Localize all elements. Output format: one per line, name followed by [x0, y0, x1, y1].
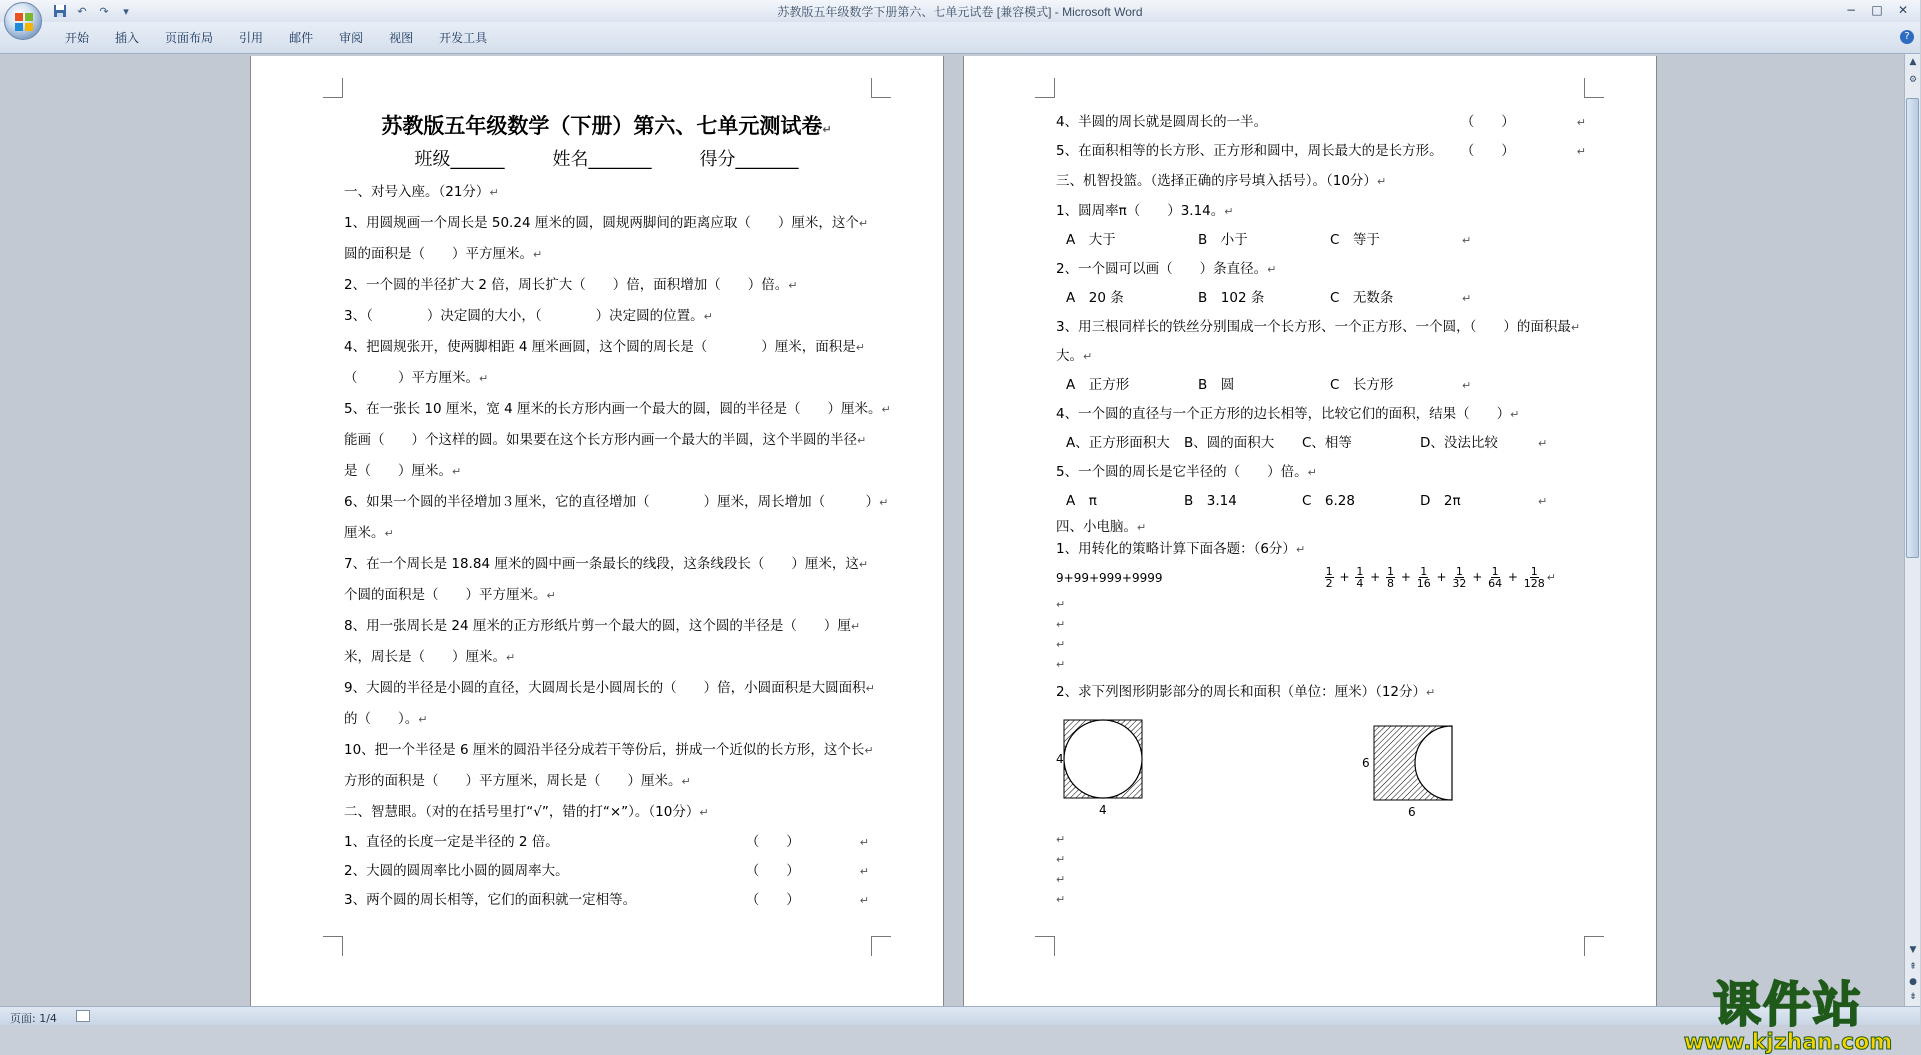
section-heading[interactable]: 三、机智投篮。（选择正确的序号填入括号）。（10分）↵ — [1056, 173, 1387, 189]
question-line[interactable] — [344, 301, 869, 332]
document-page-1 — [250, 56, 944, 1016]
choice-option[interactable]: C 6.28 — [1302, 493, 1355, 509]
question-text: 2、一个圆的半径扩大 2 倍，周长扩大（ ）倍，面积增加（ ）倍。 — [344, 277, 789, 293]
judge-item[interactable] — [344, 828, 869, 857]
judge-item[interactable] — [1056, 137, 1586, 166]
question-line[interactable] — [344, 394, 891, 425]
fraction — [1417, 566, 1431, 589]
fraction-numerator: 1 — [1491, 565, 1499, 578]
ribbon — [0, 22, 1920, 54]
choice-option[interactable]: A π — [1066, 493, 1097, 509]
judge-item[interactable] — [344, 857, 869, 886]
calc-row — [1056, 560, 1586, 595]
question-text: 方形的面积是（ ）平方厘米，周长是（ ）厘米。 — [344, 773, 682, 789]
answer-blank[interactable]: （ ） — [745, 863, 800, 879]
section-heading[interactable]: 二、智慧眼。（对的在括号里打“√”，错的打“×”）。（10分）↵ — [344, 804, 709, 820]
paragraph-mark: ↵ — [850, 620, 861, 633]
document-page-2 — [963, 56, 1657, 1016]
judge-list — [1056, 108, 1586, 166]
plus-sign: + — [1335, 570, 1354, 584]
choice-option[interactable]: C、相等 — [1302, 435, 1352, 451]
paragraph-mark: ↵ — [879, 496, 889, 509]
fig1-side-label: 4 — [1056, 752, 1064, 766]
empty-paragraph: ↵ — [1056, 658, 1066, 671]
fraction — [1325, 566, 1334, 589]
section-heading[interactable]: 一、对号入座。（21分）↵ — [344, 184, 499, 200]
paragraph-mark: ↵ — [384, 527, 394, 540]
choice-option[interactable]: B、圆的面积大 — [1184, 435, 1275, 451]
answer-blank[interactable]: （ ） — [745, 834, 800, 850]
window-title: 苏教版五年级数学下册第六、七单元试卷 [兼容模式] - Microsoft Word — [777, 5, 1143, 19]
choice-text: 1、圆周率π（ ）3.14。 — [1056, 203, 1225, 219]
vertical-scrollbar[interactable] — [1904, 54, 1920, 1006]
answer-blank[interactable]: （ ） — [1460, 143, 1515, 159]
window-controls — [1838, 1, 1916, 19]
help-icon[interactable]: ? — [1900, 30, 1914, 44]
paragraph-mark: ↵ — [1538, 437, 1548, 450]
paragraph-mark: ↵ — [506, 651, 516, 664]
question-text: 能画（ ）个这样的圆。如果要在这个长方形内画一个最大的半圆，这个半圆的半径 — [344, 432, 857, 448]
choice-question[interactable] — [1056, 400, 1586, 429]
question-text: 个圆的面积是（ ）平方厘米。 — [344, 587, 547, 603]
fig1-bottom-label: 4 — [1099, 803, 1107, 817]
question-line[interactable] — [344, 208, 869, 239]
watermark-url: www.kjzhan.com — [1683, 1030, 1893, 1055]
tab-insert[interactable]: 插入 — [115, 31, 140, 45]
paragraph-mark: ↵ — [1462, 379, 1472, 392]
office-button[interactable] — [4, 2, 42, 40]
paragraph-mark: ↵ — [859, 865, 869, 878]
fraction-denominator: 2 — [1325, 577, 1333, 590]
paragraph-mark: ↵ — [881, 403, 891, 416]
question-line[interactable] — [344, 518, 869, 549]
judge-text: 5、在面积相等的长方形、正方形和圆中，周长最大的是长方形。 — [1056, 143, 1443, 159]
question-text: 9、大圆的半径是小圆的直径，大圆周长是小圆周长的（ ）倍，小圆面积是大圆面积 — [344, 680, 866, 696]
fraction — [1386, 566, 1395, 589]
class-field[interactable]: 班级______ — [414, 149, 505, 170]
calc-title[interactable]: 1、用转化的策略计算下面各题：（6分）↵ — [1056, 541, 1306, 557]
prev-page-icon[interactable]: ⇞ — [1909, 962, 1917, 972]
redo-icon[interactable]: ↷ — [99, 4, 109, 18]
section-heading[interactable]: 四、小电脑。↵ — [1056, 519, 1147, 535]
question-line[interactable] — [344, 642, 869, 673]
judge-text: 1、直径的长度一定是半径的 2 倍。 — [344, 834, 559, 850]
paragraph-mark: ↵ — [865, 682, 875, 695]
paragraph-mark: ↵ — [788, 279, 798, 292]
student-info-row — [344, 145, 869, 175]
fraction — [1452, 566, 1466, 589]
score-field[interactable]: 得分_______ — [699, 149, 799, 170]
fraction — [1355, 566, 1364, 589]
paragraph-mark: ↵ — [533, 248, 543, 261]
empty-paragraph: ↵ — [1056, 638, 1066, 651]
choice-option[interactable]: C 等于 — [1330, 232, 1380, 248]
choice-option[interactable]: B 102 条 — [1198, 290, 1265, 306]
empty-paragraph: ↵ — [1056, 833, 1066, 846]
choice-list — [1056, 197, 1586, 516]
paragraph-mark: ↵ — [857, 434, 867, 447]
answer-blank[interactable]: （ ） — [745, 892, 800, 908]
choice-text: 大。 — [1056, 348, 1083, 364]
question-text: 的（ ）。 — [344, 711, 419, 727]
fraction-denominator: 32 — [1452, 577, 1467, 590]
question-text: 圆的面积是（ ）平方厘米。 — [344, 246, 533, 262]
question-line[interactable] — [344, 549, 869, 580]
paragraph-mark: ↵ — [452, 465, 462, 478]
paragraph-mark: ↵ — [1224, 205, 1234, 218]
fraction-numerator: 1 — [1387, 565, 1395, 578]
choice-question[interactable] — [1056, 255, 1586, 284]
paragraph-mark: ↵ — [703, 310, 713, 323]
fraction-denominator: 128 — [1523, 577, 1545, 590]
paragraph-mark: ↵ — [859, 836, 869, 849]
question-text: 3、（ ）决定圆的大小，（ ）决定圆的位置。 — [344, 308, 704, 324]
question-line[interactable] — [344, 363, 869, 394]
customize-qat-icon[interactable]: ▾ — [123, 4, 129, 18]
close-button[interactable]: ✕ — [1897, 3, 1909, 17]
choice-text: 4、一个圆的直径与一个正方形的边长相等，比较它们的面积，结果（ ） — [1056, 406, 1511, 422]
crop-mark — [1584, 936, 1604, 956]
tab-view[interactable]: 视图 — [389, 31, 414, 45]
scroll-up-icon[interactable]: ▲ — [1909, 57, 1917, 67]
fraction-numerator: 1 — [1356, 565, 1364, 578]
paragraph-mark: ↵ — [479, 372, 489, 385]
fraction — [1488, 566, 1502, 589]
plus-sign: + — [1504, 570, 1522, 584]
question-line[interactable] — [344, 239, 869, 270]
fig2-side-label: 6 — [1362, 756, 1370, 770]
crop-mark — [1035, 78, 1055, 98]
question-line[interactable] — [344, 580, 869, 611]
plus-sign: + — [1432, 570, 1451, 584]
maximize-button[interactable]: □ — [1871, 3, 1883, 17]
question-line[interactable] — [344, 332, 869, 363]
crop-mark — [871, 936, 891, 956]
fraction-numerator: 1 — [1530, 565, 1538, 578]
page-2-content — [1056, 108, 1586, 910]
choice-option[interactable]: B 小于 — [1198, 232, 1248, 248]
empty-paragraph: ↵ — [1056, 893, 1066, 906]
paragraph-mark: ↵ — [546, 589, 556, 602]
choice-option[interactable]: C 无数条 — [1330, 290, 1394, 306]
choice-options — [1056, 429, 1586, 458]
tab-mailings[interactable]: 邮件 — [289, 31, 314, 45]
plus-sign: + — [1468, 570, 1487, 584]
office-logo-icon — [15, 13, 33, 31]
figure-square-semicircle — [1374, 726, 1452, 800]
fraction-denominator: 16 — [1416, 577, 1431, 590]
paragraph-mark: ↵ — [1538, 495, 1548, 508]
tab-references[interactable]: 引用 — [239, 31, 264, 45]
empty-paragraph: ↵ — [1056, 873, 1066, 886]
empty-paragraph: ↵ — [1056, 853, 1066, 866]
choice-options — [1056, 487, 1586, 516]
paragraph-mark: ↵ — [1462, 292, 1472, 305]
paragraph-mark: ↵ — [418, 713, 428, 726]
paragraph-mark: ↵ — [1576, 116, 1586, 129]
question-text: 7、在一个周长是 18.84 厘米的圆中画一条最长的线段，这条线段长（ ）厘米，这 — [344, 556, 859, 572]
question-text: 1、用圆规画一个周长是 50.24 厘米的圆，圆规两脚间的距离应取（ ）厘米，这个 — [344, 215, 859, 231]
fraction-denominator: 64 — [1488, 577, 1503, 590]
judge-text: 4、半圆的周长就是圆周长的一半。 — [1056, 114, 1268, 130]
paragraph-mark: ↵ — [1570, 321, 1581, 334]
paragraph-mark: ↵ — [681, 775, 691, 788]
page-1-content — [344, 111, 891, 915]
minimize-button[interactable]: − — [1845, 3, 1857, 17]
question-list — [344, 208, 891, 797]
paragraph-mark: ↵ — [1462, 234, 1472, 247]
empty-paragraph: ↵ — [1056, 598, 1066, 611]
question-text: 厘米。 — [344, 525, 385, 541]
question-line[interactable] — [344, 456, 869, 487]
fraction-numerator: 1 — [1455, 565, 1463, 578]
paragraph-mark: ↵ — [1576, 145, 1586, 158]
paragraph-mark: ↵ — [858, 558, 869, 571]
figure-title[interactable]: 2、求下列图形阴影部分的周长和面积（单位：厘米）（12分）↵ — [1056, 684, 1436, 700]
fig2-bottom-label: 6 — [1408, 805, 1416, 819]
figures-area — [1056, 710, 1586, 830]
fraction-expression[interactable] — [1323, 560, 1556, 595]
paragraph-mark: ↵ — [1267, 263, 1277, 276]
question-text: 6、如果一个圆的半径增加３厘米，它的直径增加（ ）厘米，周长增加（ ） — [344, 494, 880, 510]
question-line[interactable] — [344, 487, 889, 518]
fraction-denominator: 8 — [1387, 577, 1395, 590]
choice-text: 5、一个圆的周长是它半径的（ ）倍。 — [1056, 464, 1308, 480]
question-text: （ ）平方厘米。 — [344, 370, 479, 386]
question-text: 5、在一张长 10 厘米，宽 4 厘米的长方形内画一个最大的圆，圆的半径是（ ）厘米。 — [344, 401, 882, 417]
tab-home[interactable]: 开始 — [65, 31, 90, 45]
question-line[interactable] — [344, 425, 869, 456]
question-line[interactable] — [344, 766, 869, 797]
plus-sign: + — [1366, 570, 1385, 584]
choice-option[interactable]: A 20 条 — [1066, 290, 1124, 306]
question-line[interactable] — [344, 735, 874, 766]
choice-option[interactable]: B 3.14 — [1184, 493, 1237, 509]
figure-square-circle — [1064, 720, 1142, 798]
choice-option[interactable]: D 2π — [1420, 493, 1461, 509]
next-page-icon[interactable]: ⇟ — [1909, 992, 1917, 1002]
question-text: 米，周长是（ ）厘米。 — [344, 649, 506, 665]
choice-options — [1056, 371, 1586, 400]
question-line[interactable] — [344, 673, 875, 704]
fraction-numerator: 1 — [1420, 565, 1428, 578]
tab-page-layout[interactable]: 页面布局 — [165, 31, 214, 45]
shaded-figures — [1056, 710, 1586, 830]
title-bar — [0, 0, 1920, 22]
judge-text: 2、大圆的圆周率比小圆的圆周率大。 — [344, 863, 569, 879]
choice-question[interactable] — [1056, 197, 1586, 226]
proofing-icon[interactable] — [76, 1010, 90, 1022]
choice-options — [1056, 284, 1586, 313]
ruler-toggle-icon[interactable]: ⚙ — [1908, 75, 1918, 85]
crop-mark — [1035, 936, 1055, 956]
undo-icon[interactable]: ↶ — [77, 4, 87, 18]
crop-mark — [323, 936, 343, 956]
paragraph-mark: ↵ — [1510, 408, 1520, 421]
paragraph-mark: ↵ — [1083, 350, 1093, 363]
paragraph-mark: ↵ — [858, 217, 869, 230]
paragraph-mark: ↵ — [1307, 466, 1317, 479]
question-text: 是（ ）厘米。 — [344, 463, 452, 479]
watermark-logo — [1668, 979, 1908, 1055]
question-text: 4、把圆规张开，使两脚相距 4 厘米画圆，这个圆的周长是（ ）厘米，面积是 — [344, 339, 856, 355]
choice-option[interactable]: A、正方形面积大 — [1066, 435, 1170, 451]
choice-option[interactable]: B 圆 — [1198, 377, 1235, 393]
choice-question-cont[interactable] — [1056, 342, 1586, 371]
browse-object-icon[interactable]: ● — [1909, 977, 1917, 987]
question-text: 8、用一张周长是 24 厘米的正方形纸片剪一个最大的圆，这个圆的半径是（ ）厘 — [344, 618, 851, 634]
scroll-down-icon[interactable]: ▼ — [1909, 945, 1917, 955]
paragraph-mark: ↵ — [859, 894, 869, 907]
choice-option[interactable]: D、没法比较 — [1420, 435, 1498, 451]
empty-paragraph: ↵ — [1056, 618, 1066, 631]
question-line[interactable] — [344, 704, 869, 735]
question-line[interactable] — [344, 270, 869, 301]
plus-sign: + — [1397, 570, 1415, 584]
calc-expression[interactable]: 9+99+999+9999 — [1056, 570, 1163, 585]
choice-text: 2、一个圆可以画（ ）条直径。 — [1056, 261, 1268, 277]
choice-text: 3、用三根同样长的铁丝分别围成一个长方形、一个正方形、一个圆，（ ）的面积最 — [1056, 319, 1571, 335]
crop-mark — [323, 78, 343, 98]
judge-text: 3、两个圆的周长相等，它们的面积就一定相等。 — [344, 892, 637, 908]
tab-review[interactable]: 审阅 — [339, 31, 364, 45]
paragraph-mark: ↵ — [855, 341, 865, 354]
question-line[interactable] — [344, 611, 869, 642]
status-bar — [0, 1006, 1920, 1025]
choice-question[interactable] — [1056, 313, 1586, 342]
choice-option[interactable]: C 长方形 — [1330, 377, 1394, 393]
watermark-title: 课件站 — [1712, 977, 1863, 1033]
fraction-denominator: 4 — [1356, 577, 1364, 590]
judge-list — [344, 828, 869, 915]
choice-options — [1056, 226, 1586, 255]
name-field[interactable]: 姓名_______ — [552, 149, 652, 170]
answer-blank[interactable]: （ ） — [1460, 114, 1515, 130]
judge-item[interactable] — [344, 886, 869, 915]
tab-developer[interactable]: 开发工具 — [439, 31, 488, 45]
choice-question[interactable] — [1056, 458, 1586, 487]
page-indicator[interactable]: 页面: 1/4 — [10, 1012, 57, 1025]
question-text: 10、把一个半径是 6 厘米的圆沿半径分成若干等份后，拼成一个近似的长方形，这个长 — [344, 742, 865, 758]
crop-mark — [1584, 78, 1604, 98]
choice-option[interactable]: A 正方形 — [1066, 377, 1130, 393]
paragraph-mark: ↵ — [1546, 571, 1556, 584]
fraction-numerator: 1 — [1325, 565, 1333, 578]
judge-item[interactable] — [1056, 108, 1586, 137]
crop-mark — [871, 78, 891, 98]
paragraph-mark: ↵ — [864, 744, 874, 757]
document-title[interactable]: 苏教版五年级数学（下册）第六、七单元测试卷↵ — [381, 114, 832, 138]
ribbon-tabs — [52, 27, 500, 48]
scrollbar-thumb[interactable] — [1906, 98, 1919, 558]
fraction — [1524, 566, 1545, 589]
choice-option[interactable]: A 大于 — [1066, 232, 1116, 248]
